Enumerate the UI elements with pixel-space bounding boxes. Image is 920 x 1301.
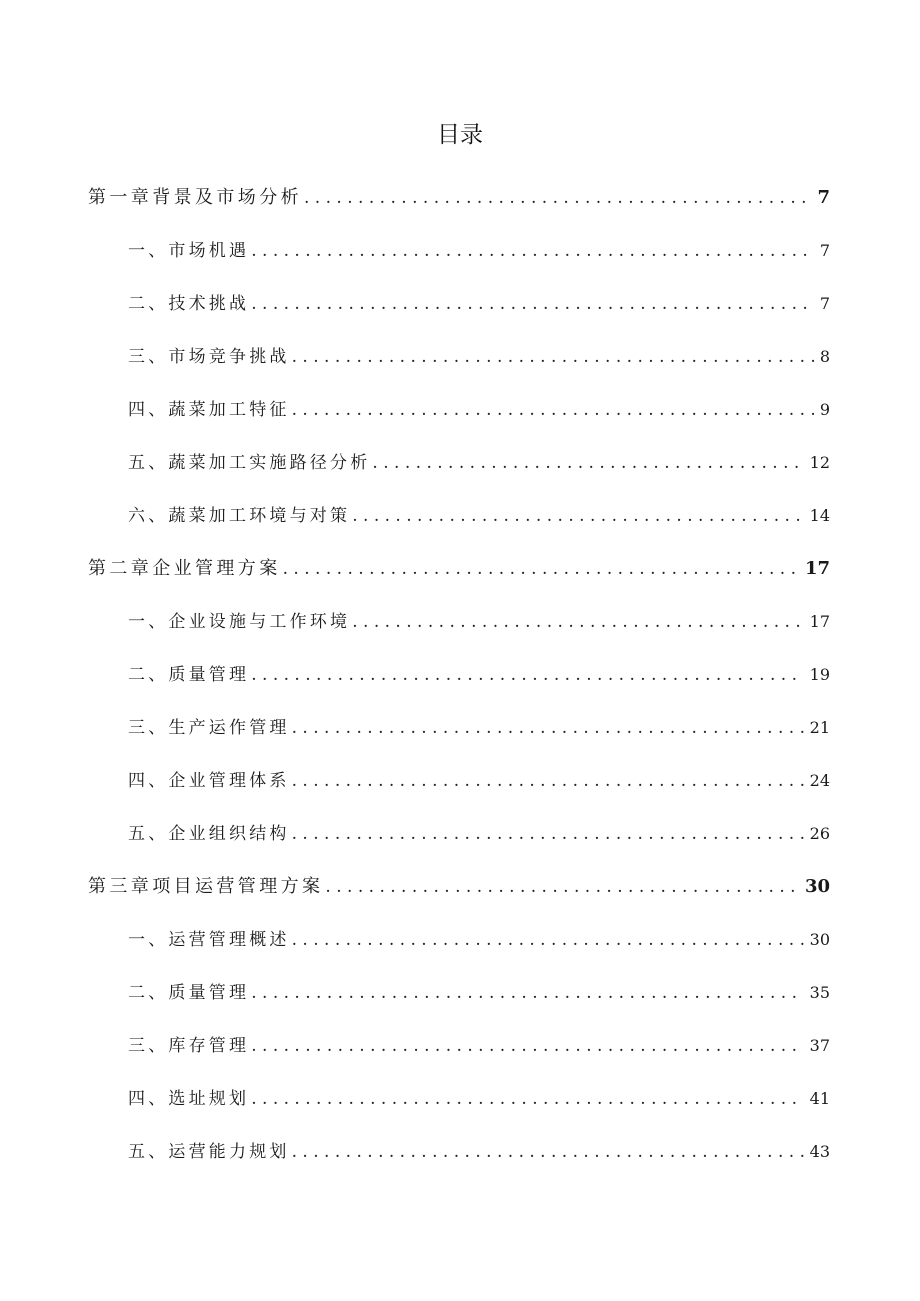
toc-leader-dots (372, 445, 803, 481)
toc-entry-title: 一、市场机遇 (128, 241, 250, 261)
toc-section-1-4[interactable] (128, 392, 830, 428)
toc-leader-dots (352, 498, 803, 534)
toc-page-number: 30 (804, 876, 830, 897)
toc-leader-dots (304, 180, 811, 216)
toc-page-number: 19 (809, 665, 830, 684)
toc-entry-title: 四、企业管理体系 (128, 771, 290, 791)
toc-page-number: 24 (809, 771, 830, 790)
toc-page-number: 7 (817, 187, 830, 208)
toc-entry-title: 三、生产运作管理 (128, 718, 290, 738)
toc-entry-title: 四、选址规划 (128, 1089, 250, 1109)
toc-page-number: 35 (809, 983, 830, 1002)
toc-entry-title: 六、蔬菜加工环境与对策 (128, 506, 351, 526)
toc-page-number: 12 (809, 453, 830, 472)
toc-leader-dots (251, 975, 803, 1011)
toc-section-3-3[interactable] (128, 1028, 830, 1064)
toc-leader-dots (292, 922, 804, 958)
toc-page-number: 37 (809, 1036, 830, 1055)
toc-entry-title: 五、企业组织结构 (128, 824, 290, 844)
toc-section-1-3[interactable] (128, 339, 830, 375)
toc-leader-dots (251, 286, 814, 322)
toc-entry-title: 二、质量管理 (128, 665, 250, 685)
toc-chapter-1[interactable] (88, 180, 830, 216)
toc-section-1-6[interactable] (128, 498, 830, 534)
toc-page-number: 17 (809, 612, 830, 631)
toc-section-3-5[interactable] (128, 1134, 830, 1170)
toc-page-number: 17 (804, 558, 830, 579)
toc-leader-dots (325, 869, 799, 905)
toc-entry-title: 三、市场竞争挑战 (128, 347, 290, 367)
toc-section-2-3[interactable] (128, 710, 830, 746)
toc-chapter-2[interactable] (88, 551, 830, 587)
toc-page-number: 8 (819, 347, 830, 366)
toc-entry-title: 二、技术挑战 (128, 294, 250, 314)
toc-leader-dots (251, 657, 803, 693)
toc-entry-title: 五、蔬菜加工实施路径分析 (128, 453, 371, 473)
toc-leader-dots (292, 392, 814, 428)
toc-entry-title: 三、库存管理 (128, 1036, 250, 1056)
toc-page-number: 41 (809, 1089, 830, 1108)
toc-page-number: 14 (809, 506, 830, 525)
toc-page-number: 26 (809, 824, 830, 843)
toc-leader-dots (292, 339, 814, 375)
toc-section-2-1[interactable] (128, 604, 830, 640)
toc-leader-dots (292, 710, 804, 746)
toc-entry-title: 一、企业设施与工作环境 (128, 612, 351, 632)
toc-section-3-4[interactable] (128, 1081, 830, 1117)
toc-chapter-3[interactable] (88, 869, 830, 905)
toc-leader-dots (251, 1028, 803, 1064)
toc-section-2-4[interactable] (128, 763, 830, 799)
toc-entry-title: 五、运营能力规划 (128, 1142, 290, 1162)
toc-section-1-1[interactable] (128, 233, 830, 269)
toc-page-number: 7 (819, 241, 830, 260)
toc-entry-title: 第一章背景及市场分析 (88, 187, 302, 208)
toc-section-2-2[interactable] (128, 657, 830, 693)
toc-leader-dots (352, 604, 803, 640)
toc-leader-dots (292, 763, 804, 799)
toc-section-1-2[interactable] (128, 286, 830, 322)
toc-page-number: 30 (809, 930, 830, 949)
toc-page-number: 43 (809, 1142, 830, 1161)
toc-page-number: 21 (809, 718, 830, 737)
toc-section-2-5[interactable] (128, 816, 830, 852)
toc-section-3-2[interactable] (128, 975, 830, 1011)
toc-leader-dots (283, 551, 799, 587)
toc-leader-dots (292, 1134, 804, 1170)
toc-entry-title: 第三章项目运营管理方案 (88, 876, 324, 897)
toc-entry-title: 四、蔬菜加工特征 (128, 400, 290, 420)
toc-page-number: 7 (819, 294, 830, 313)
toc-entry-title: 一、运营管理概述 (128, 930, 290, 950)
toc-leader-dots (251, 233, 814, 269)
toc-section-1-5[interactable] (128, 445, 830, 481)
toc-section-3-1[interactable] (128, 922, 830, 958)
toc-page-number: 9 (819, 400, 830, 419)
toc-entry-title: 第二章企业管理方案 (88, 558, 281, 579)
toc-leader-dots (251, 1081, 803, 1117)
toc-entry-title: 二、质量管理 (128, 983, 250, 1003)
toc-leader-dots (292, 816, 804, 852)
page-title: 目录 (437, 122, 483, 148)
